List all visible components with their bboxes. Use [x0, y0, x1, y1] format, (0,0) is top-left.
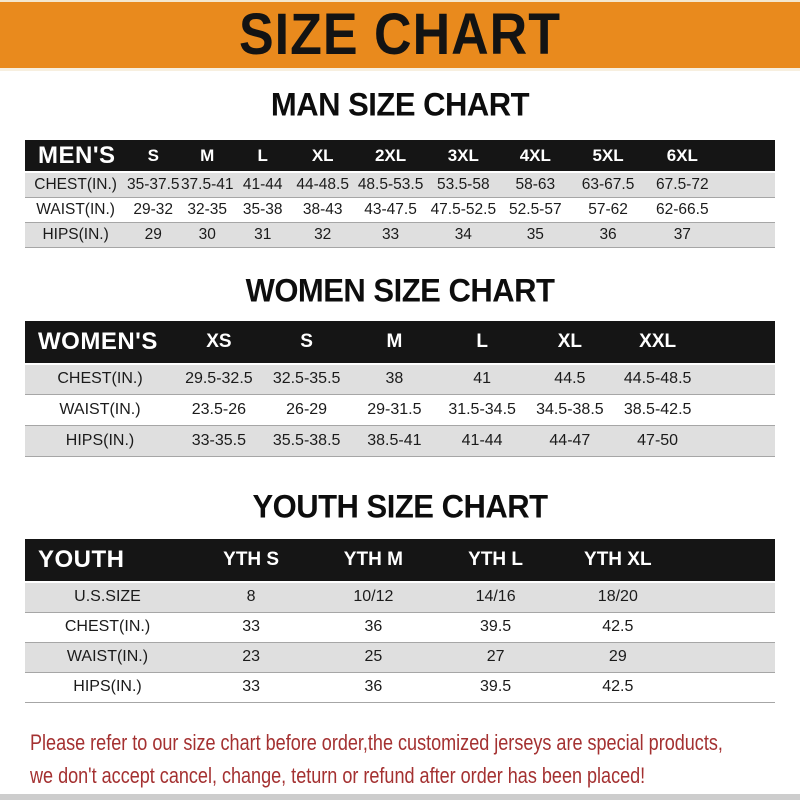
measurement-row [25, 582, 775, 612]
measurement-value: 63-67.5 [571, 172, 645, 197]
measurement-value: 38-43 [291, 197, 354, 222]
row-filler [679, 672, 775, 702]
youth-table-header [25, 539, 775, 582]
measurement-value: 39.5 [434, 672, 556, 702]
row-filler [719, 222, 775, 247]
row-filler [702, 364, 776, 395]
measurement-value: 26-29 [263, 395, 351, 426]
measurement-value: 34 [427, 222, 500, 247]
measurement-value: 35.5-38.5 [263, 426, 351, 457]
size-column-header: M [351, 321, 439, 364]
measurement-value: 37 [645, 222, 719, 247]
measurement-label: HIPS(IN.) [25, 222, 126, 247]
row-filler [679, 612, 775, 642]
measurement-value: 37.5-41 [180, 172, 234, 197]
header-filler [679, 539, 775, 582]
measurement-value: 23.5-26 [175, 395, 263, 426]
measurement-value: 10/12 [312, 582, 434, 612]
disclaimer [30, 726, 723, 792]
measurement-value: 41 [438, 364, 526, 395]
measurement-value: 43-47.5 [354, 197, 427, 222]
measurement-label: HIPS(IN.) [25, 672, 190, 702]
measurement-value: 47-50 [614, 426, 702, 457]
measurement-value: 67.5-72 [645, 172, 719, 197]
measurement-value: 14/16 [434, 582, 556, 612]
measurement-value: 31 [234, 222, 291, 247]
measurement-value: 42.5 [557, 612, 679, 642]
men-table-body [25, 172, 775, 247]
size-column-header: L [438, 321, 526, 364]
table-corner-label: MEN'S [25, 140, 126, 172]
size-column-header: YTH S [190, 539, 312, 582]
measurement-label: CHEST(IN.) [25, 612, 190, 642]
measurement-value: 27 [434, 642, 556, 672]
measurement-value: 62-66.5 [645, 197, 719, 222]
measurement-value: 29-32 [126, 197, 180, 222]
measurement-label: CHEST(IN.) [25, 172, 126, 197]
measurement-value: 41-44 [438, 426, 526, 457]
men-section-heading: MAN SIZE CHART [270, 86, 530, 123]
measurement-value: 33 [354, 222, 427, 247]
measurement-value: 23 [190, 642, 312, 672]
measurement-value: 35-37.5 [126, 172, 180, 197]
measurement-value: 44.5 [526, 364, 614, 395]
measurement-label: CHEST(IN.) [25, 364, 175, 395]
measurement-value: 42.5 [557, 672, 679, 702]
size-chart-banner [0, 0, 800, 71]
measurement-value: 31.5-34.5 [438, 395, 526, 426]
measurement-value: 38.5-41 [351, 426, 439, 457]
measurement-value: 35 [500, 222, 571, 247]
size-column-header: YTH L [434, 539, 556, 582]
measurement-value: 44-48.5 [291, 172, 354, 197]
size-column-header: 5XL [571, 140, 645, 172]
measurement-value: 33 [190, 672, 312, 702]
measurement-value: 44.5-48.5 [614, 364, 702, 395]
measurement-value: 25 [312, 642, 434, 672]
measurement-value: 29-31.5 [351, 395, 439, 426]
row-filler [679, 642, 775, 672]
size-column-header: 4XL [500, 140, 571, 172]
measurement-value: 32-35 [180, 197, 234, 222]
size-column-header: XS [175, 321, 263, 364]
measurement-label: WAIST(IN.) [25, 395, 175, 426]
women-size-table [25, 321, 775, 458]
size-column-header: YTH M [312, 539, 434, 582]
youth-size-table [25, 539, 775, 703]
row-filler [719, 197, 775, 222]
header-filler [702, 321, 776, 364]
row-filler [702, 395, 776, 426]
disclaimer-line-1: Please refer to our size chart before order,the customized jerseys are special products, [30, 729, 723, 755]
measurement-value: 29 [126, 222, 180, 247]
men-section [0, 87, 800, 248]
banner-title: SIZE CHART [239, 2, 561, 68]
size-column-header: M [180, 140, 234, 172]
measurement-value: 30 [180, 222, 234, 247]
table-corner-label: WOMEN'S [25, 321, 175, 364]
measurement-value: 36 [312, 612, 434, 642]
row-filler [702, 426, 776, 457]
size-column-header: 2XL [354, 140, 427, 172]
measurement-row [25, 222, 775, 247]
size-column-header: XL [526, 321, 614, 364]
measurement-value: 38.5-42.5 [614, 395, 702, 426]
disclaimer-line-2: we don't accept cancel, change, teturn or refund after order has been placed! [30, 762, 646, 788]
size-column-header: YTH XL [557, 539, 679, 582]
size-header-row [25, 140, 775, 172]
measurement-value: 48.5-53.5 [354, 172, 427, 197]
youth-section-heading: YOUTH SIZE CHART [252, 488, 548, 525]
measurement-value: 58-63 [500, 172, 571, 197]
measurement-value: 34.5-38.5 [526, 395, 614, 426]
men-table-header [25, 140, 775, 172]
measurement-value: 33 [190, 612, 312, 642]
measurement-row [25, 395, 775, 426]
measurement-value: 8 [190, 582, 312, 612]
measurement-label: HIPS(IN.) [25, 426, 175, 457]
measurement-value: 47.5-52.5 [427, 197, 500, 222]
measurement-row [25, 672, 775, 702]
row-filler [719, 172, 775, 197]
measurement-value: 44-47 [526, 426, 614, 457]
measurement-row [25, 642, 775, 672]
size-header-row [25, 539, 775, 582]
women-table-header [25, 321, 775, 364]
measurement-row [25, 364, 775, 395]
size-column-header: XXL [614, 321, 702, 364]
measurement-row [25, 172, 775, 197]
measurement-value: 18/20 [557, 582, 679, 612]
measurement-value: 41-44 [234, 172, 291, 197]
measurement-value: 32.5-35.5 [263, 364, 351, 395]
size-column-header: XL [291, 140, 354, 172]
measurement-row [25, 197, 775, 222]
measurement-label: U.S.SIZE [25, 582, 190, 612]
measurement-value: 36 [571, 222, 645, 247]
measurement-value: 32 [291, 222, 354, 247]
women-table-body [25, 364, 775, 457]
size-column-header: L [234, 140, 291, 172]
measurement-value: 39.5 [434, 612, 556, 642]
measurement-value: 29.5-32.5 [175, 364, 263, 395]
women-section-heading: WOMEN SIZE CHART [245, 271, 555, 309]
measurement-value: 29 [557, 642, 679, 672]
measurement-value: 53.5-58 [427, 172, 500, 197]
measurement-row [25, 612, 775, 642]
youth-section [0, 489, 800, 703]
men-size-table [25, 140, 775, 248]
measurement-label: WAIST(IN.) [25, 197, 126, 222]
header-filler [719, 140, 775, 172]
bottom-gray-strip [0, 794, 800, 800]
row-filler [679, 582, 775, 612]
measurement-row [25, 426, 775, 457]
size-column-header: S [126, 140, 180, 172]
size-header-row [25, 321, 775, 364]
measurement-value: 33-35.5 [175, 426, 263, 457]
measurement-value: 36 [312, 672, 434, 702]
size-column-header: S [263, 321, 351, 364]
size-column-header: 6XL [645, 140, 719, 172]
women-section [0, 273, 800, 458]
measurement-value: 35-38 [234, 197, 291, 222]
measurement-value: 38 [351, 364, 439, 395]
youth-table-body [25, 582, 775, 702]
measurement-value: 57-62 [571, 197, 645, 222]
size-column-header: 3XL [427, 140, 500, 172]
table-corner-label: YOUTH [25, 539, 190, 582]
measurement-label: WAIST(IN.) [25, 642, 190, 672]
measurement-value: 52.5-57 [500, 197, 571, 222]
